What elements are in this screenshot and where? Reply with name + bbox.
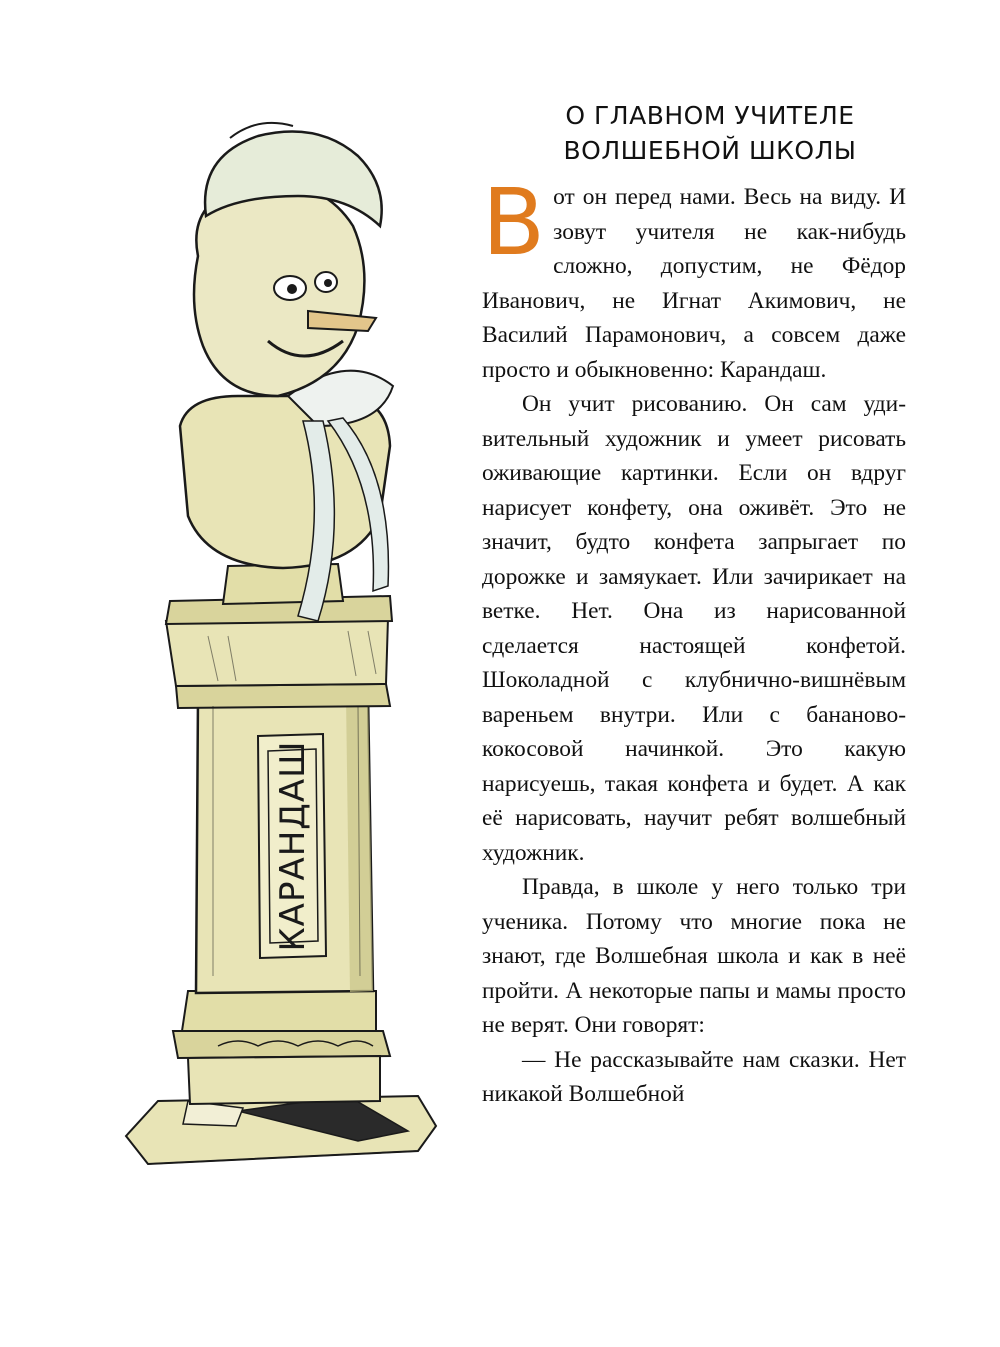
plaque-text: КАРАНДАШ — [273, 740, 313, 952]
paragraph-1 — [482, 169, 906, 387]
paragraph-1-text: от он перед нами. Весь на виду. И зовут учителя не как-нибудь сложно, допустим, не Фёдор Иванович, не Игнат Акимович, не Василий Парамонович, а совсем даже просто и обыкновенно: Карандаш. — [482, 184, 906, 383]
paragraph-3: Правда, в школе у него только три ученика. Потому что многие пока не знают, где Волшебная школа и как в неё пройти. А некоторые папы и мамы просто не верят. Они говорят: — [482, 874, 906, 1038]
title-line-2: ВОЛШЕБНОЙ ШКОЛЫ — [563, 136, 857, 165]
paragraph-2: Он учит рисованию. Он сам удивительный художник и умеет рисовать оживающие картинки. Если он вдруг нарисует конфету, она оживёт. Это не значит, будто конфета запрыгает по дорожке и замяукает. Или зачирикает на ветке. Нет. Она из нарисованной сделается настоящей конфетой. Шоколадной с клубнично-вишнёвым вареньем внутри. Или с бананово-кокосовой начинкой. Это какую нарисуешь, такая конфета и будет. А как её нарисовать, научит ребят волшебный художник. — [482, 391, 906, 866]
chapter-title — [500, 98, 920, 168]
pencil-bust-illustration — [118, 96, 438, 1186]
paragraph-4: — Не рассказывайте нам сказки. Нет никакой Волшебной — [482, 1046, 906, 1107]
drop-cap: В — [482, 169, 546, 276]
body-text — [482, 169, 906, 1112]
title-line-1: О ГЛАВНОМ УЧИТЕЛЕ — [565, 101, 855, 130]
